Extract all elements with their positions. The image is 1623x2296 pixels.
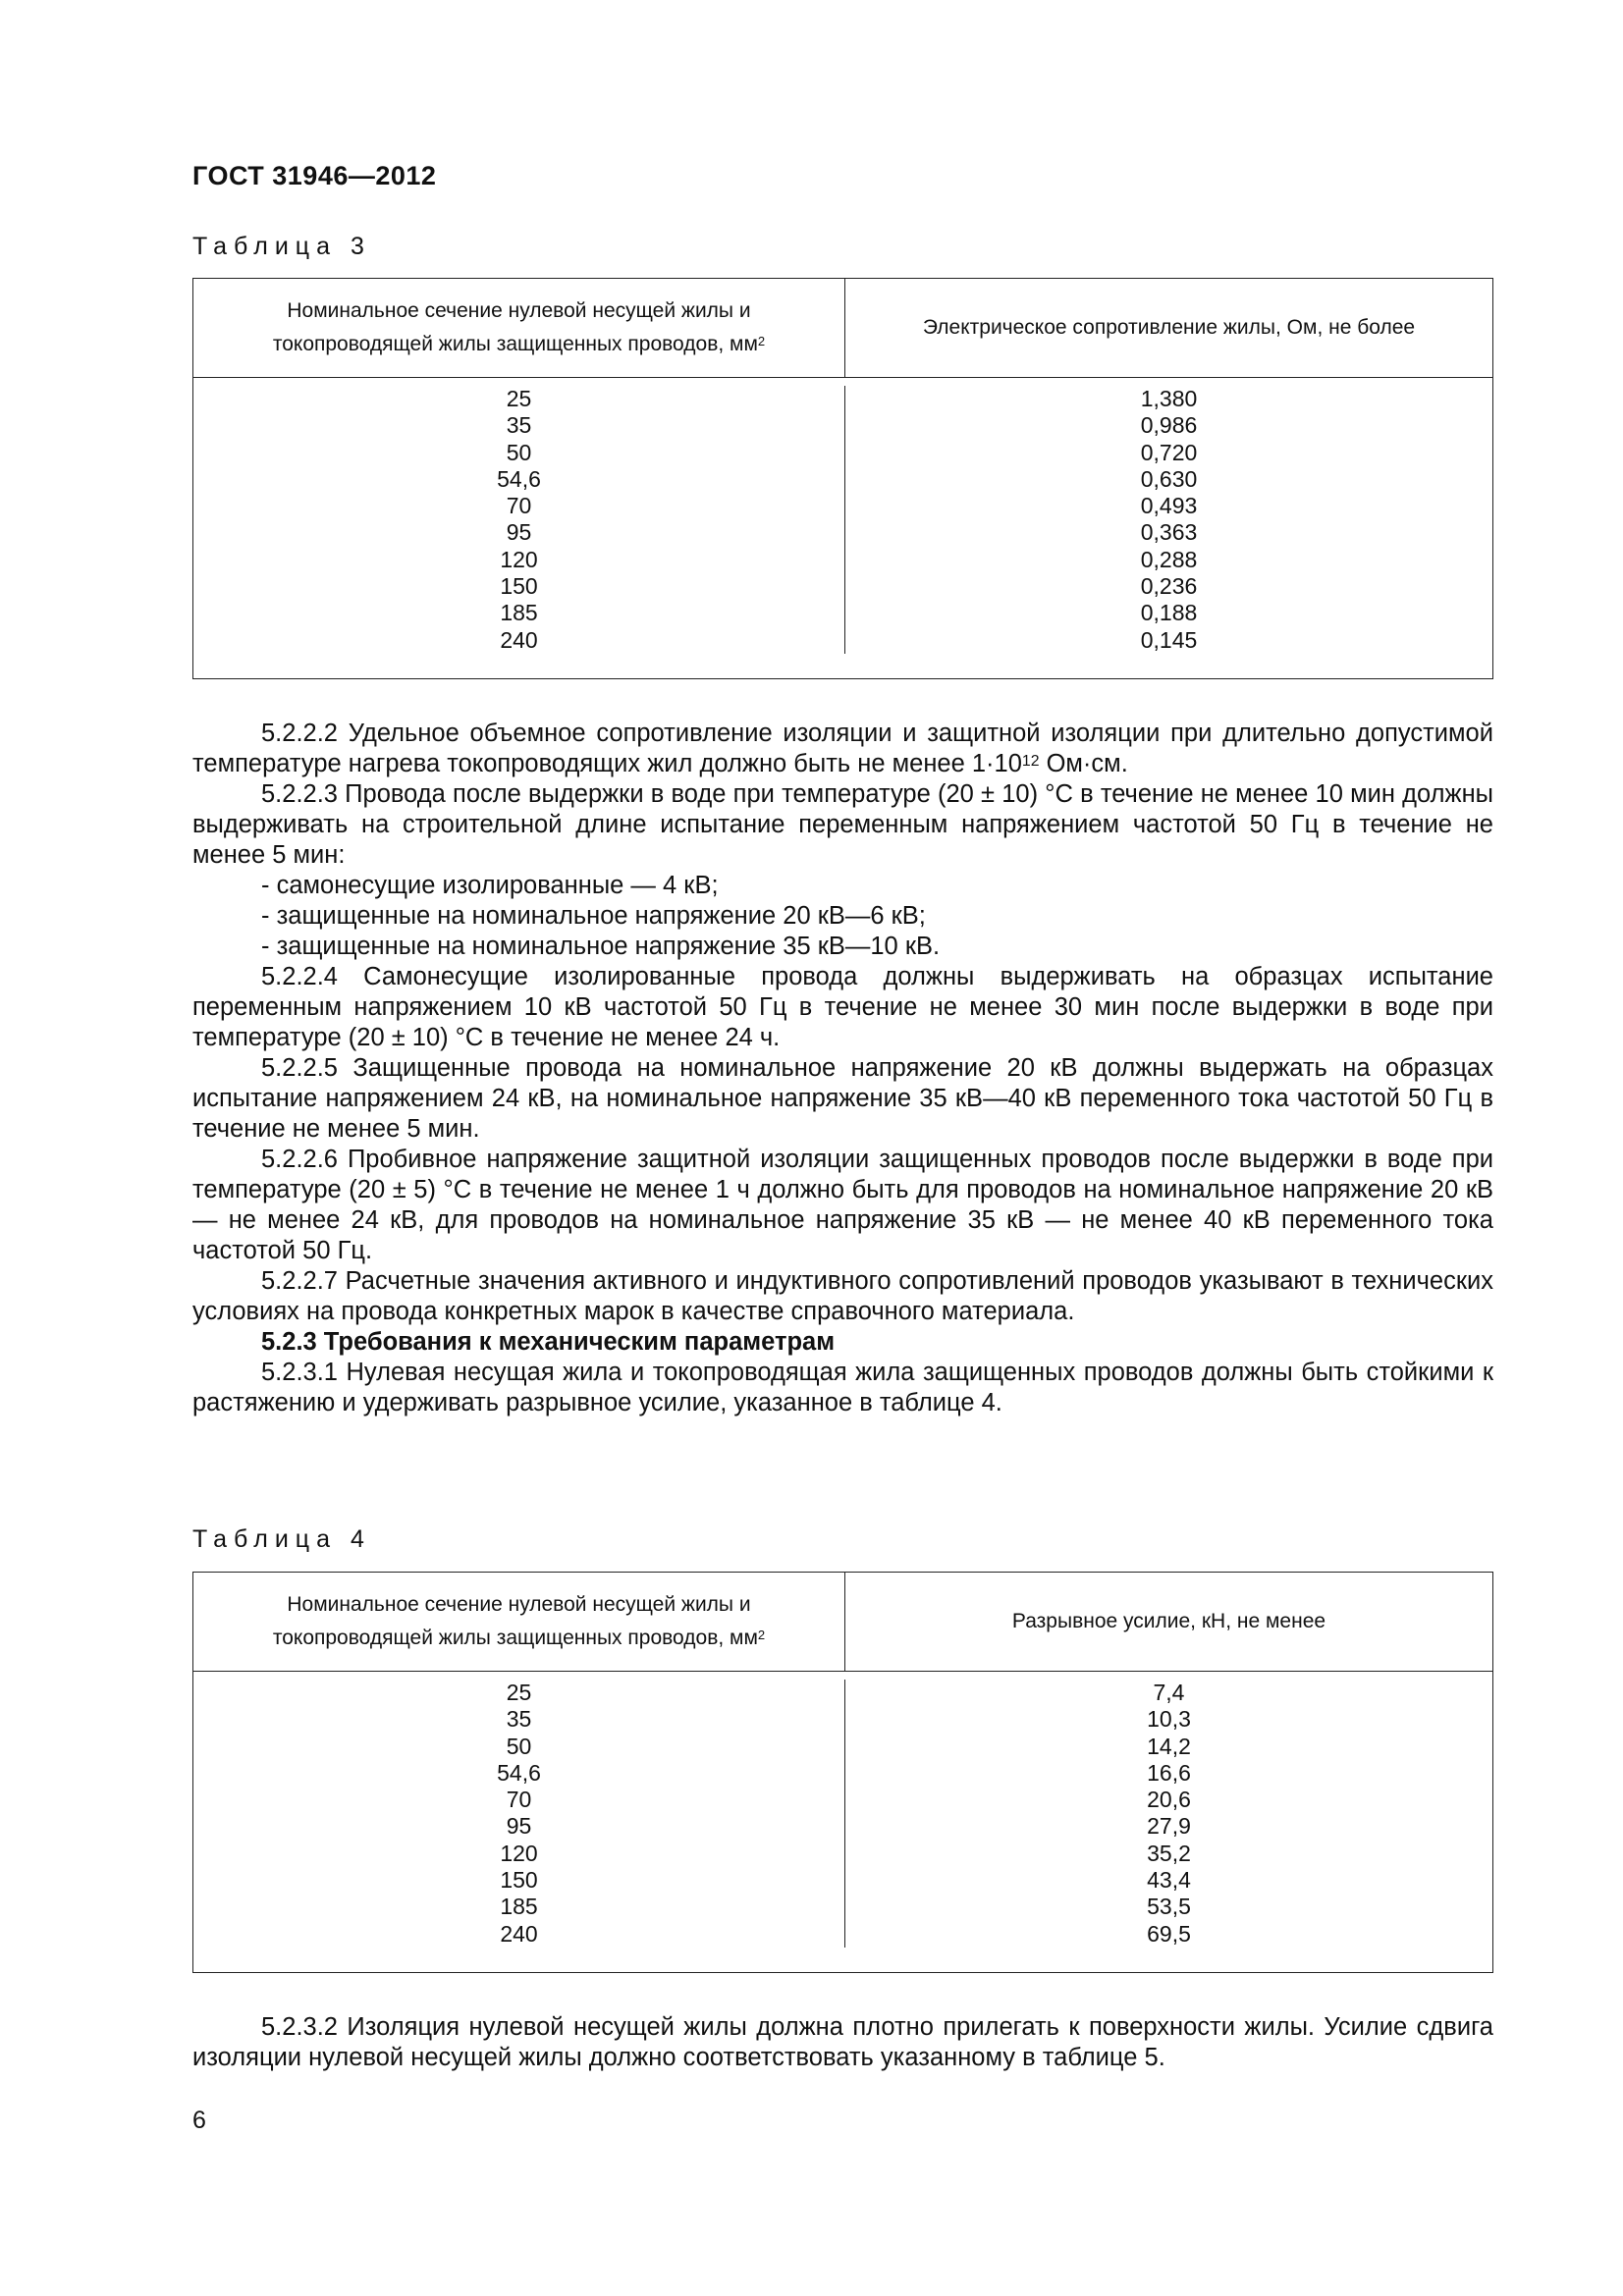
list-item: - защищенные на номинальное напряжение 20 кВ—6 кВ;	[261, 902, 926, 930]
table4-header-breaking-force: Разрывное усилие, кН, не менее	[1011, 1610, 1326, 1632]
table3-resistance-column	[845, 386, 1492, 654]
table-cell-value: 0,630	[1140, 465, 1198, 492]
table4-header-section: Номинальное сечение нулевой несущей жилы и токопроводящей жилы защищенных проводов, $мм^2$	[193, 1573, 845, 1671]
table-cell-value: 69,5	[1147, 1920, 1191, 1947]
table3-caption: Таблица 3	[192, 233, 371, 260]
table-cell-value: 7,4	[1153, 1680, 1185, 1705]
table4-body	[193, 1672, 1492, 1951]
table3-section-column	[193, 386, 845, 654]
table-cell-section: 70	[506, 493, 532, 519]
heading-523: 5.2.3 Требования к механическим параметрам	[261, 1328, 836, 1356]
table3-header-resistance: Электрическое сопротивление жилы, Ом, не более	[922, 316, 1416, 339]
table-cell-section: 150	[500, 573, 538, 600]
list-item: - самонесущие изолированные — 4 кВ;	[261, 872, 719, 899]
paragraph-5227: 5.2.2.7 Расчетные значения активного и индуктивного сопротивлений проводов указывают в технических условиях на провода конкретных марок в качестве справочного материала.	[192, 1267, 1493, 1325]
table-cell-section: 50	[506, 1733, 532, 1759]
table-cell-section: 70	[506, 1787, 532, 1813]
table-cell-value: 0,236	[1140, 573, 1198, 600]
table-cell-section: 150	[500, 1867, 538, 1894]
table4-force-column	[845, 1680, 1492, 1948]
table-cell-section: 240	[500, 626, 538, 653]
table3	[192, 278, 1493, 679]
paragraph-5232: 5.2.3.2 Изоляция нулевой несущей жилы должна плотно прилегать к поверхности жилы. Усилие сдвига изоляции нулевой несущей жилы должно соответствовать указанному в таблице 5.	[192, 2013, 1493, 2071]
table-cell-section: 54,6	[497, 1759, 541, 1786]
table-cell-section: 240	[500, 1920, 538, 1947]
table-cell-value: 1,380	[1140, 386, 1198, 411]
table-cell-section: 50	[506, 439, 532, 465]
table-cell-section: 54,6	[497, 465, 541, 492]
paragraph-5231: 5.2.3.1 Нулевая несущая жила и токопроводящая жила защищенных проводов должны быть стойкими к растяжению и удерживать разрывное усилие, указанное в таблице 4.	[192, 1359, 1493, 1416]
document-id-header: ГОСТ 31946—2012	[192, 161, 437, 190]
table-cell-value: 53,5	[1147, 1894, 1191, 1920]
table-cell-section: 120	[500, 546, 538, 572]
table-cell-section: 185	[500, 600, 538, 626]
table-cell-section: 120	[500, 1840, 538, 1866]
table-cell-value: 0,145	[1140, 626, 1198, 653]
table-cell-value: 0,720	[1140, 439, 1198, 465]
table-cell-section: 95	[506, 519, 532, 546]
table3-header-section: Номинальное сечение нулевой несущей жилы и токопроводящей жилы защищенных проводов, $мм^2$	[193, 279, 845, 377]
table-cell-value: 10,3	[1147, 1706, 1191, 1733]
table-cell-value: 0,363	[1140, 519, 1198, 546]
text-section-5232	[192, 2012, 1493, 2073]
table-cell-value: 16,6	[1147, 1759, 1191, 1786]
list-item: - защищенные на номинальное напряжение 35 кВ—10 кВ.	[261, 933, 941, 960]
paragraph-5226: 5.2.2.6 Пробивное напряжение защитной изоляции защищенных проводов после выдержки в воде при температуре (20 ± 5) °С в течение не менее 1 ч должно быть для проводов на номинальное напряжение 20 кВ — не менее 24 кВ, для проводов на номинальное напряжение 35 кВ — не менее 40 кВ переменного тока частотой 50 Гц.	[192, 1146, 1493, 1264]
table-cell-section: 35	[506, 1706, 532, 1733]
table-cell-section: 35	[506, 412, 532, 439]
table-cell-value: 0,188	[1140, 600, 1198, 626]
paragraph-5225: 5.2.2.5 Защищенные провода на номинальное напряжение 20 кВ должны выдержать на образцах испытание напряжением 24 кВ, на номинальное напряжение 35 кВ—40 кВ переменного тока частотой 50 Гц в течение не менее 5 мин.	[192, 1054, 1493, 1143]
table4	[192, 1572, 1493, 1973]
table3-body	[193, 378, 1492, 658]
paragraph-5222: 5.2.2.2 Удельное объемное сопротивление изоляции и защитной изоляции при длительно допустимой температуре нагрева токопроводящих жил должно быть не менее $1\cdot 10^{12}$ Ом·см.	[192, 720, 1493, 777]
table3-header-row	[193, 279, 1492, 378]
table-cell-value: 20,6	[1147, 1787, 1191, 1813]
table-cell-section: 25	[506, 386, 532, 411]
paragraph-5224: 5.2.2.4 Самонесущие изолированные провода должны выдерживать на образцах испытание переменным напряжением 10 кВ частотой 50 Гц в течение не менее 30 мин после выдержки в воде при температуре (20 ± 10) °С в течение не менее 24 ч.	[192, 963, 1493, 1051]
table4-caption: Таблица 4	[192, 1525, 371, 1553]
text-section-522	[192, 719, 1493, 1418]
table-cell-section: 95	[506, 1813, 532, 1840]
table-cell-section: 25	[506, 1680, 532, 1705]
table-cell-value: 43,4	[1147, 1867, 1191, 1894]
table4-header-row	[193, 1573, 1492, 1672]
table4-section-column	[193, 1680, 845, 1948]
table-cell-section: 185	[500, 1894, 538, 1920]
paragraph-5223: 5.2.2.3 Провода после выдержки в воде при температуре (20 ± 10) °С в течение не менее 10 мин должны выдерживать на строительной длине испытание переменным напряжением частотой 50 Гц в течение не менее 5 мин:	[192, 780, 1493, 869]
table-cell-value: 0,493	[1140, 493, 1198, 519]
table-cell-value: 27,9	[1147, 1813, 1191, 1840]
table-cell-value: 0,986	[1140, 412, 1198, 439]
table-cell-value: 0,288	[1140, 546, 1198, 572]
page-number: 6	[192, 2107, 206, 2134]
table-cell-value: 35,2	[1147, 1840, 1191, 1866]
table-cell-value: 14,2	[1147, 1733, 1191, 1759]
